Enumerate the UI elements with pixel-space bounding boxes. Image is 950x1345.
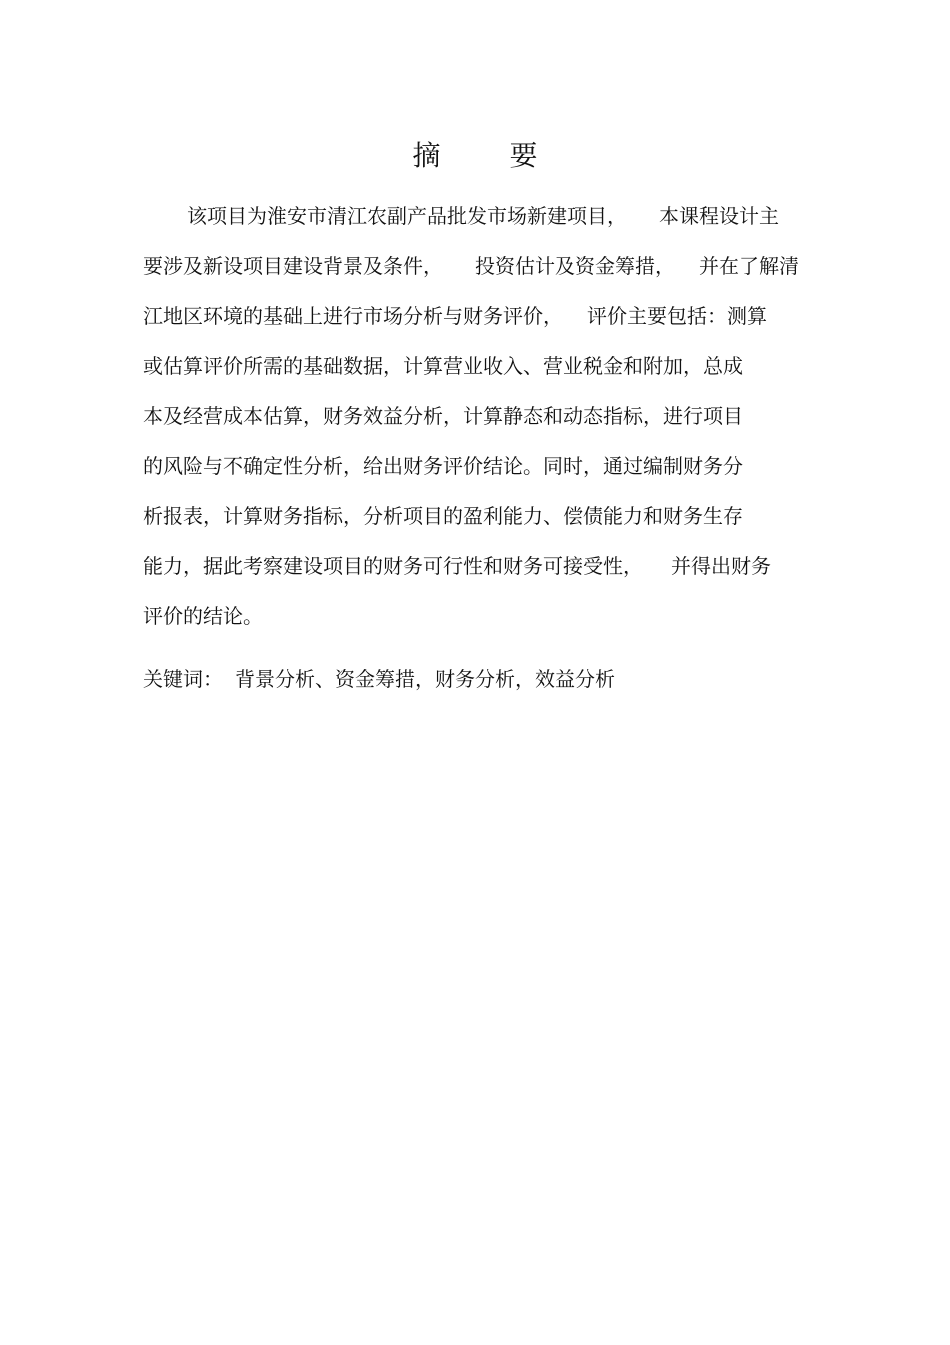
keywords-line xyxy=(143,660,615,698)
abstract-body xyxy=(143,197,823,647)
abstract-line-2 xyxy=(143,247,823,297)
abstract-text: 析报表，计算财务指标，分析项目的盈利能力、偿债能力和财务生存 xyxy=(143,504,743,528)
abstract-text: 的风险与不确定性分析，给出财务评价结论。同时，通过编制财务分 xyxy=(143,454,743,478)
abstract-line-7 xyxy=(143,497,823,547)
abstract-line-1 xyxy=(143,197,823,247)
abstract-line-6 xyxy=(143,447,823,497)
abstract-text: 评价主要包括：测算 xyxy=(587,304,767,328)
abstract-text: 投资估计及资金筹措， xyxy=(475,254,675,278)
abstract-text: 该项目为淮安市清江农副产品批发市场新建项目， xyxy=(187,204,627,228)
page-title: 摘 要 xyxy=(412,139,568,172)
keywords-label: 关键词： xyxy=(143,667,223,691)
abstract-text: 本及经营成本估算，财务效益分析，计算静态和动态指标，进行项目 xyxy=(143,404,743,428)
keywords-text: 背景分析、资金筹措，财务分析，效益分析 xyxy=(235,667,615,691)
abstract-line-9 xyxy=(143,597,823,647)
abstract-text: 并在了解清 xyxy=(699,254,799,278)
abstract-line-5 xyxy=(143,397,823,447)
abstract-text: 要涉及新设项目建设背景及条件， xyxy=(143,254,443,278)
abstract-line-8 xyxy=(143,547,823,597)
abstract-line-3 xyxy=(143,297,823,347)
abstract-text: 并得出财务 xyxy=(671,554,771,578)
abstract-text: 评价的结论。 xyxy=(143,604,263,628)
abstract-line-4 xyxy=(143,347,823,397)
abstract-text: 江地区环境的基础上进行市场分析与财务评价， xyxy=(143,304,563,328)
abstract-text: 本课程设计主 xyxy=(659,204,779,228)
abstract-text: 或估算评价所需的基础数据，计算营业收入、营业税金和附加，总成 xyxy=(143,354,743,378)
abstract-text: 能力，据此考察建设项目的财务可行性和财务可接受性， xyxy=(143,554,643,578)
